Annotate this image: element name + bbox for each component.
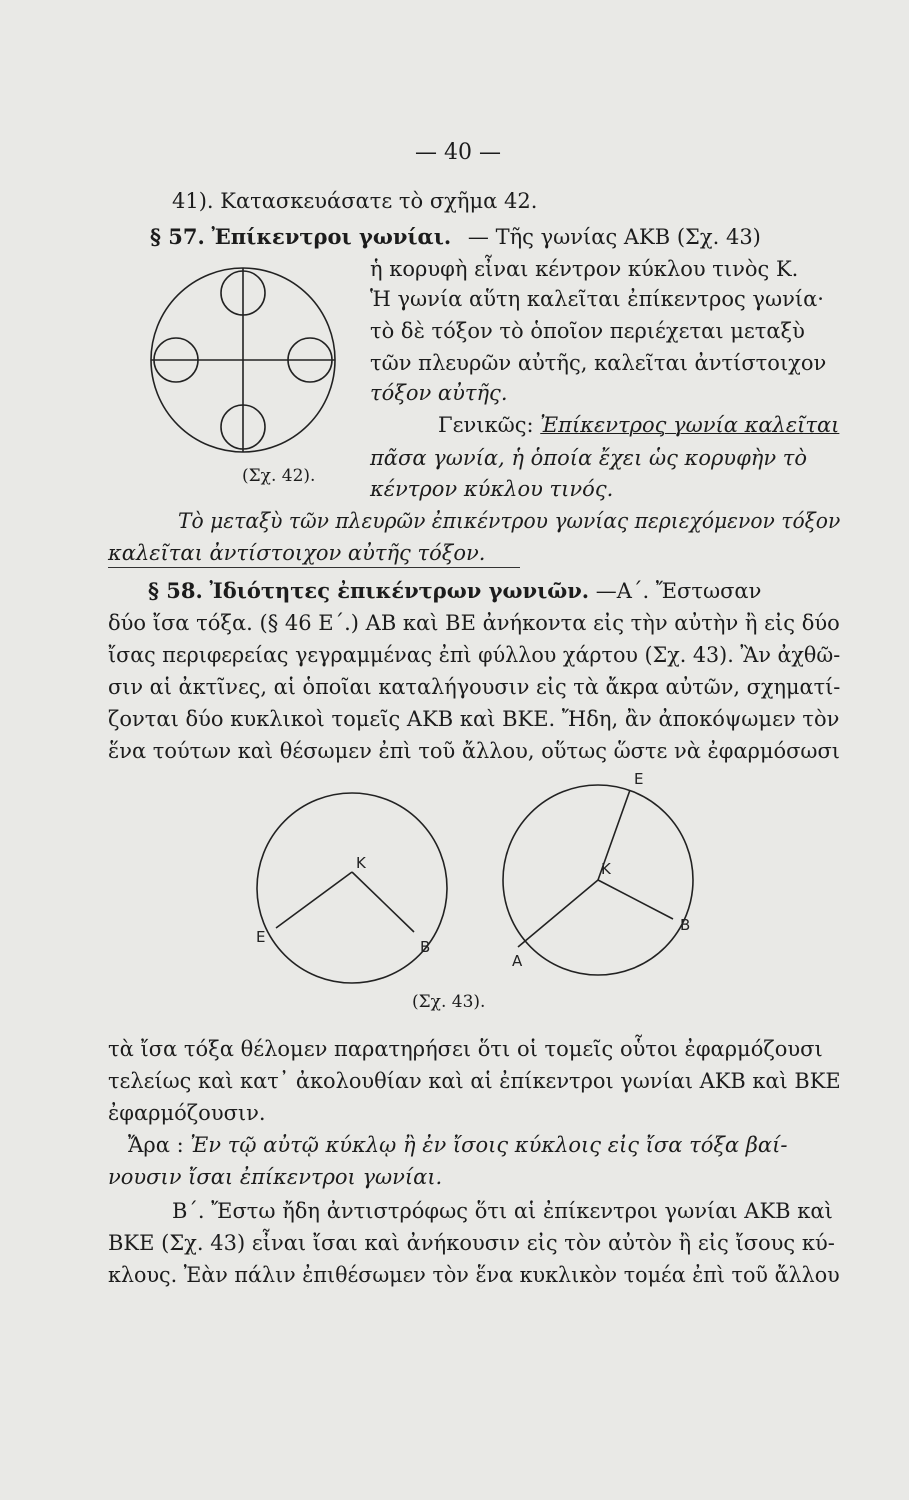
fig43-right-label-top: Ε (634, 770, 644, 788)
general-line-2: κέντρον κύκλου τινός. (370, 477, 614, 501)
fig43-right-label-right: Β (680, 916, 691, 934)
section-57-line-1: ἡ κορυφὴ εἶναι κέντρον κύκλου τινὸς Κ. (370, 257, 799, 281)
b-line-3: κλους. Ἐὰν πάλιν ἐπιθέσωμεν τὸν ἕνα κυκλικὸν τομέα ἐπὶ τοῦ ἄλλου (108, 1263, 840, 1287)
section-58-title: Ἰδιότητες ἐπικέντρων γωνιῶν. (209, 578, 590, 603)
section-57-heading-rest: — Τῆς γωνίας ΑΚΒ (Σχ. 43) (467, 225, 761, 249)
general-def: Ἐπίκεντρος γωνία καλεῖται (540, 413, 840, 437)
section-58-heading-rest: —Α΄. Ἔστωσαν (595, 579, 762, 603)
arc-definition-line-2: καλεῖται ἀντίστοιχον αὐτῆς τόξον. (108, 541, 486, 565)
section-58-line-4: ζονται δύο κυκλικοὶ τομεῖς ΑΚΒ καὶ ΒΚΕ. Ἤδη, ἂν ἀποκόψωμεν τὸν (108, 707, 840, 731)
figure-42-caption: (Σχ. 42). (242, 466, 316, 486)
page-number: — 40 — (415, 140, 501, 165)
fig43-left-circle (257, 793, 447, 983)
after-line-2: τελείως καὶ κατ᾽ ἀκολουθίαν καὶ αἱ ἐπίκεντροι γωνίαι ΑΚΒ καὶ ΒΚΕ (108, 1069, 841, 1093)
general-line-1: πᾶσα γωνία, ἡ ὁποία ἔχει ὡς κορυφὴν τὸ (370, 446, 808, 470)
section-57-number: § 57. (150, 224, 205, 249)
after-line-3: ἐφαρμόζουσιν. (108, 1101, 266, 1125)
exercise-41: 41). Κατασκευάσατε τὸ σχῆμα 42. (172, 189, 538, 213)
section-57-title: Ἐπίκεντροι γωνίαι. (211, 224, 452, 249)
fig43-left-radius-KE (276, 872, 352, 928)
figure-43 (220, 770, 740, 1000)
fig43-left-label-left: Ε (256, 928, 266, 946)
therefore-text-1: Ἐν τῷ αὐτῷ κύκλῳ ἢ ἐν ἴσοις κύκλοις εἰς ἴσα τόξα βαί- (190, 1133, 788, 1157)
fig43-right-label-bottom: Α (512, 952, 523, 970)
section-57-line-2: Ἡ γωνία αὕτη καλεῖται ἐπίκεντρος γωνία· (370, 287, 824, 311)
therefore-line-1 (128, 1132, 787, 1158)
therefore-label: Ἄρα : (128, 1133, 184, 1157)
section-57-line-3: τὸ δὲ τόξον τὸ ὁποῖον περιέχεται μεταξὺ (370, 319, 805, 343)
b-line-1: Β΄. Ἔστω ἤδη ἀντιστρόφως ὅτι αἱ ἐπίκεντροι γωνίαι ΑΚΒ καὶ (172, 1199, 833, 1223)
fig43-right-radius-KB (598, 880, 673, 919)
arc-definition-line-1: Τὸ μεταξὺ τῶν πλευρῶν ἐπικέντρου γωνίας περιεχόμενον τόξον (178, 509, 841, 533)
b-line-2: ΒΚΕ (Σχ. 43) εἶναι ἴσαι καὶ ἀνήκουσιν εἰς τὸν αὐτὸν ἢ εἰς ἴσους κύ- (108, 1231, 835, 1255)
fig43-left-radius-KB (352, 872, 414, 932)
section-58-line-2: ἴσας περιφερείας γεγραμμένας ἐπὶ φύλλου χάρτου (Σχ. 43). Ἂν ἀχθῶ- (108, 643, 841, 667)
general-label: Γενικῶς: (438, 413, 534, 437)
section-58-number: § 58. (148, 578, 203, 603)
figure-43-caption: (Σχ. 43). (412, 992, 486, 1012)
fig43-right-radius-KA (518, 880, 598, 947)
section-58-heading (148, 578, 761, 604)
section-57-line-5: τόξον αὐτῆς. (370, 381, 508, 405)
arc-definition-underline (108, 567, 520, 568)
section-58-line-3: σιν αἱ ἀκτῖνες, αἱ ὁποῖαι καταλήγουσιν εἰς τὰ ἄκρα αὐτῶν, σχηματί- (108, 675, 841, 699)
section-58-line-1: δύο ἴσα τόξα. (§ 46 Ε΄.) ΑΒ καὶ ΒΕ ἀνήκοντα εἰς τὴν αὐτὴν ἢ εἰς δύο (108, 611, 840, 635)
fig43-left-label-right: Β (420, 938, 431, 956)
after-line-1: τὰ ἴσα τόξα θέλομεν παρατηρήσει ὅτι οἱ τομεῖς οὗτοι ἐφαρμόζουσι (108, 1037, 823, 1061)
figure-42 (150, 244, 390, 484)
fig43-right-label-center: K (601, 860, 611, 878)
general-definition (438, 412, 839, 438)
section-57-line-4: τῶν πλευρῶν αὐτῆς, καλεῖται ἀντίστοιχον (370, 351, 827, 375)
section-58-line-5: ἕνα τούτων καὶ θέσωμεν ἐπὶ τοῦ ἄλλου, οὕτως ὥστε νὰ ἐφαρμόσωσι (108, 739, 840, 763)
fig43-left-label-center: K (356, 854, 366, 872)
therefore-line-2: νουσιν ἴσαι ἐπίκεντροι γωνίαι. (108, 1165, 443, 1189)
